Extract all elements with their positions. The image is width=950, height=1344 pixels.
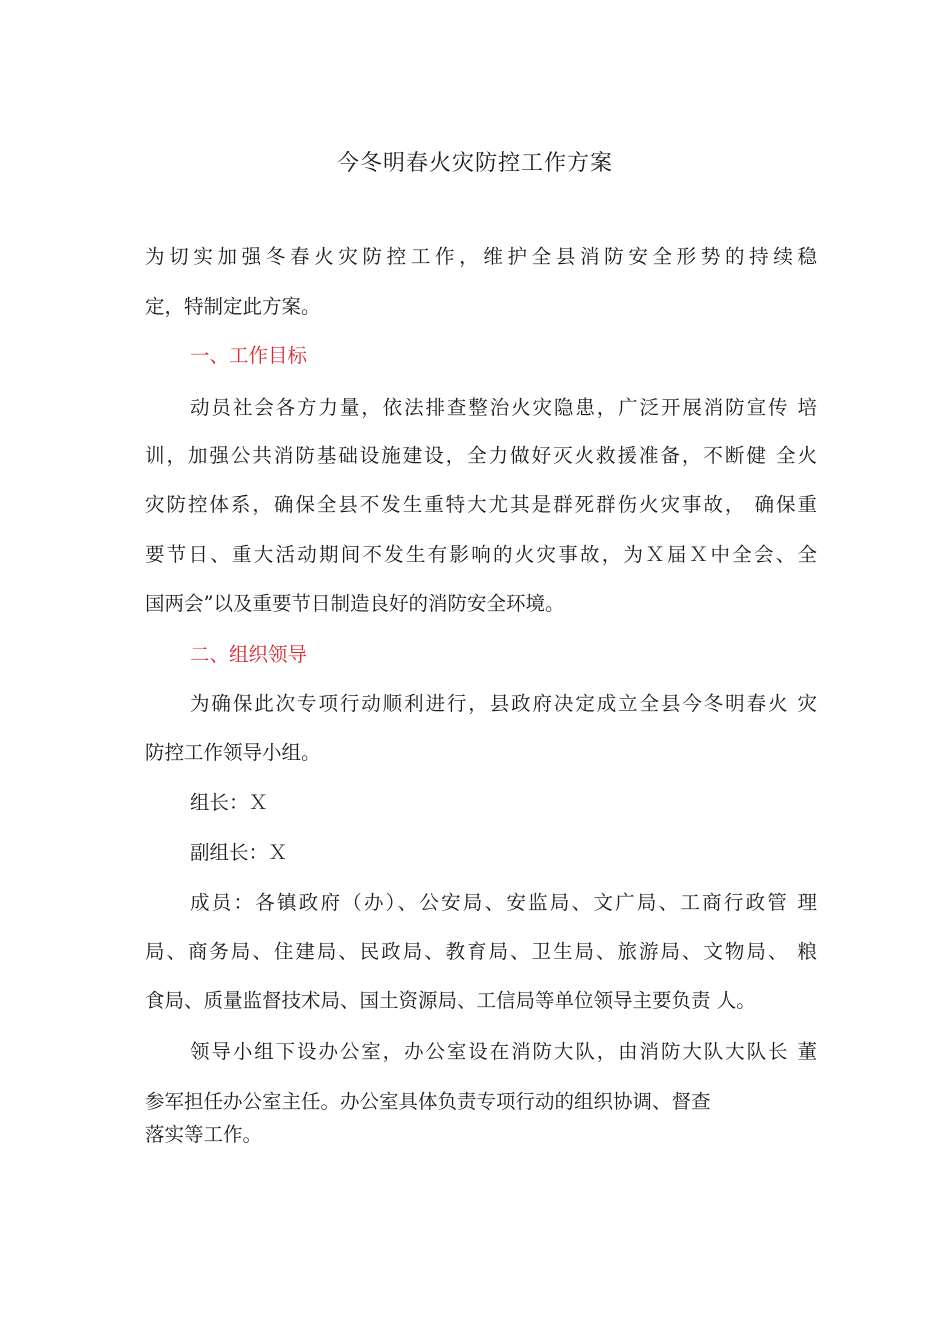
leadership-intro-line-2: 防控工作领导小组。	[145, 741, 321, 764]
office-line-3: 落实等工作。	[145, 1123, 263, 1146]
members-line-2: 局、商务局、住建局、民政局、教育局、卫生局、旅游局、文物局、 粮	[145, 940, 817, 963]
goals-line-2: 训，加强公共消防基础设施建设，全力做好灭火救援准备，不断健 全火	[145, 444, 817, 467]
leadership-intro-line-1: 为确保此次专项行动顺利进行，县政府决定成立全县今冬明春火 灾	[190, 692, 817, 715]
section-heading-leadership: 二、组织领导	[190, 643, 308, 666]
goals-line-3: 灾防控体系，确保全县不发生重特大尤其是群死群伤火灾事故， 确保重	[145, 493, 817, 516]
goals-line-1: 动员社会各方力量，依法排查整治火灾隐患，广泛开展消防宣传 培	[190, 396, 817, 419]
office-line-2: 参军担任办公室主任。办公室具体负责专项行动的组织协调、督查	[145, 1090, 711, 1113]
goals-line-4: 要节日、重大活动期间不发生有影响的火灾事故，为Ｘ届Ｘ中全会、全	[145, 543, 817, 566]
office-line-1: 领导小组下设办公室，办公室设在消防大队，由消防大队大队长 董	[190, 1040, 817, 1063]
group-leader: 组长：Ｘ	[190, 791, 269, 814]
members-line-1: 成员：各镇政府（办）、公安局、安监局、文广局、工商行政管 理	[190, 891, 817, 914]
document-title: 今冬明春火灾防控工作方案	[336, 151, 613, 176]
intro-line-1: 为切实加强冬春火灾防控工作，维护全县消防安全形势的持续稳	[145, 245, 817, 268]
goals-line-5: 国两会”以及重要节日制造良好的消防安全环境。	[145, 592, 565, 615]
members-line-3: 食局、质量监督技术局、国土资源局、工信局等单位领导主要负责 人。	[145, 989, 756, 1012]
deputy-group-leader: 副组长：Ｘ	[190, 841, 288, 864]
section-heading-goals: 一、工作目标	[190, 344, 308, 367]
intro-line-2: 定，特制定此方案。	[145, 295, 321, 318]
